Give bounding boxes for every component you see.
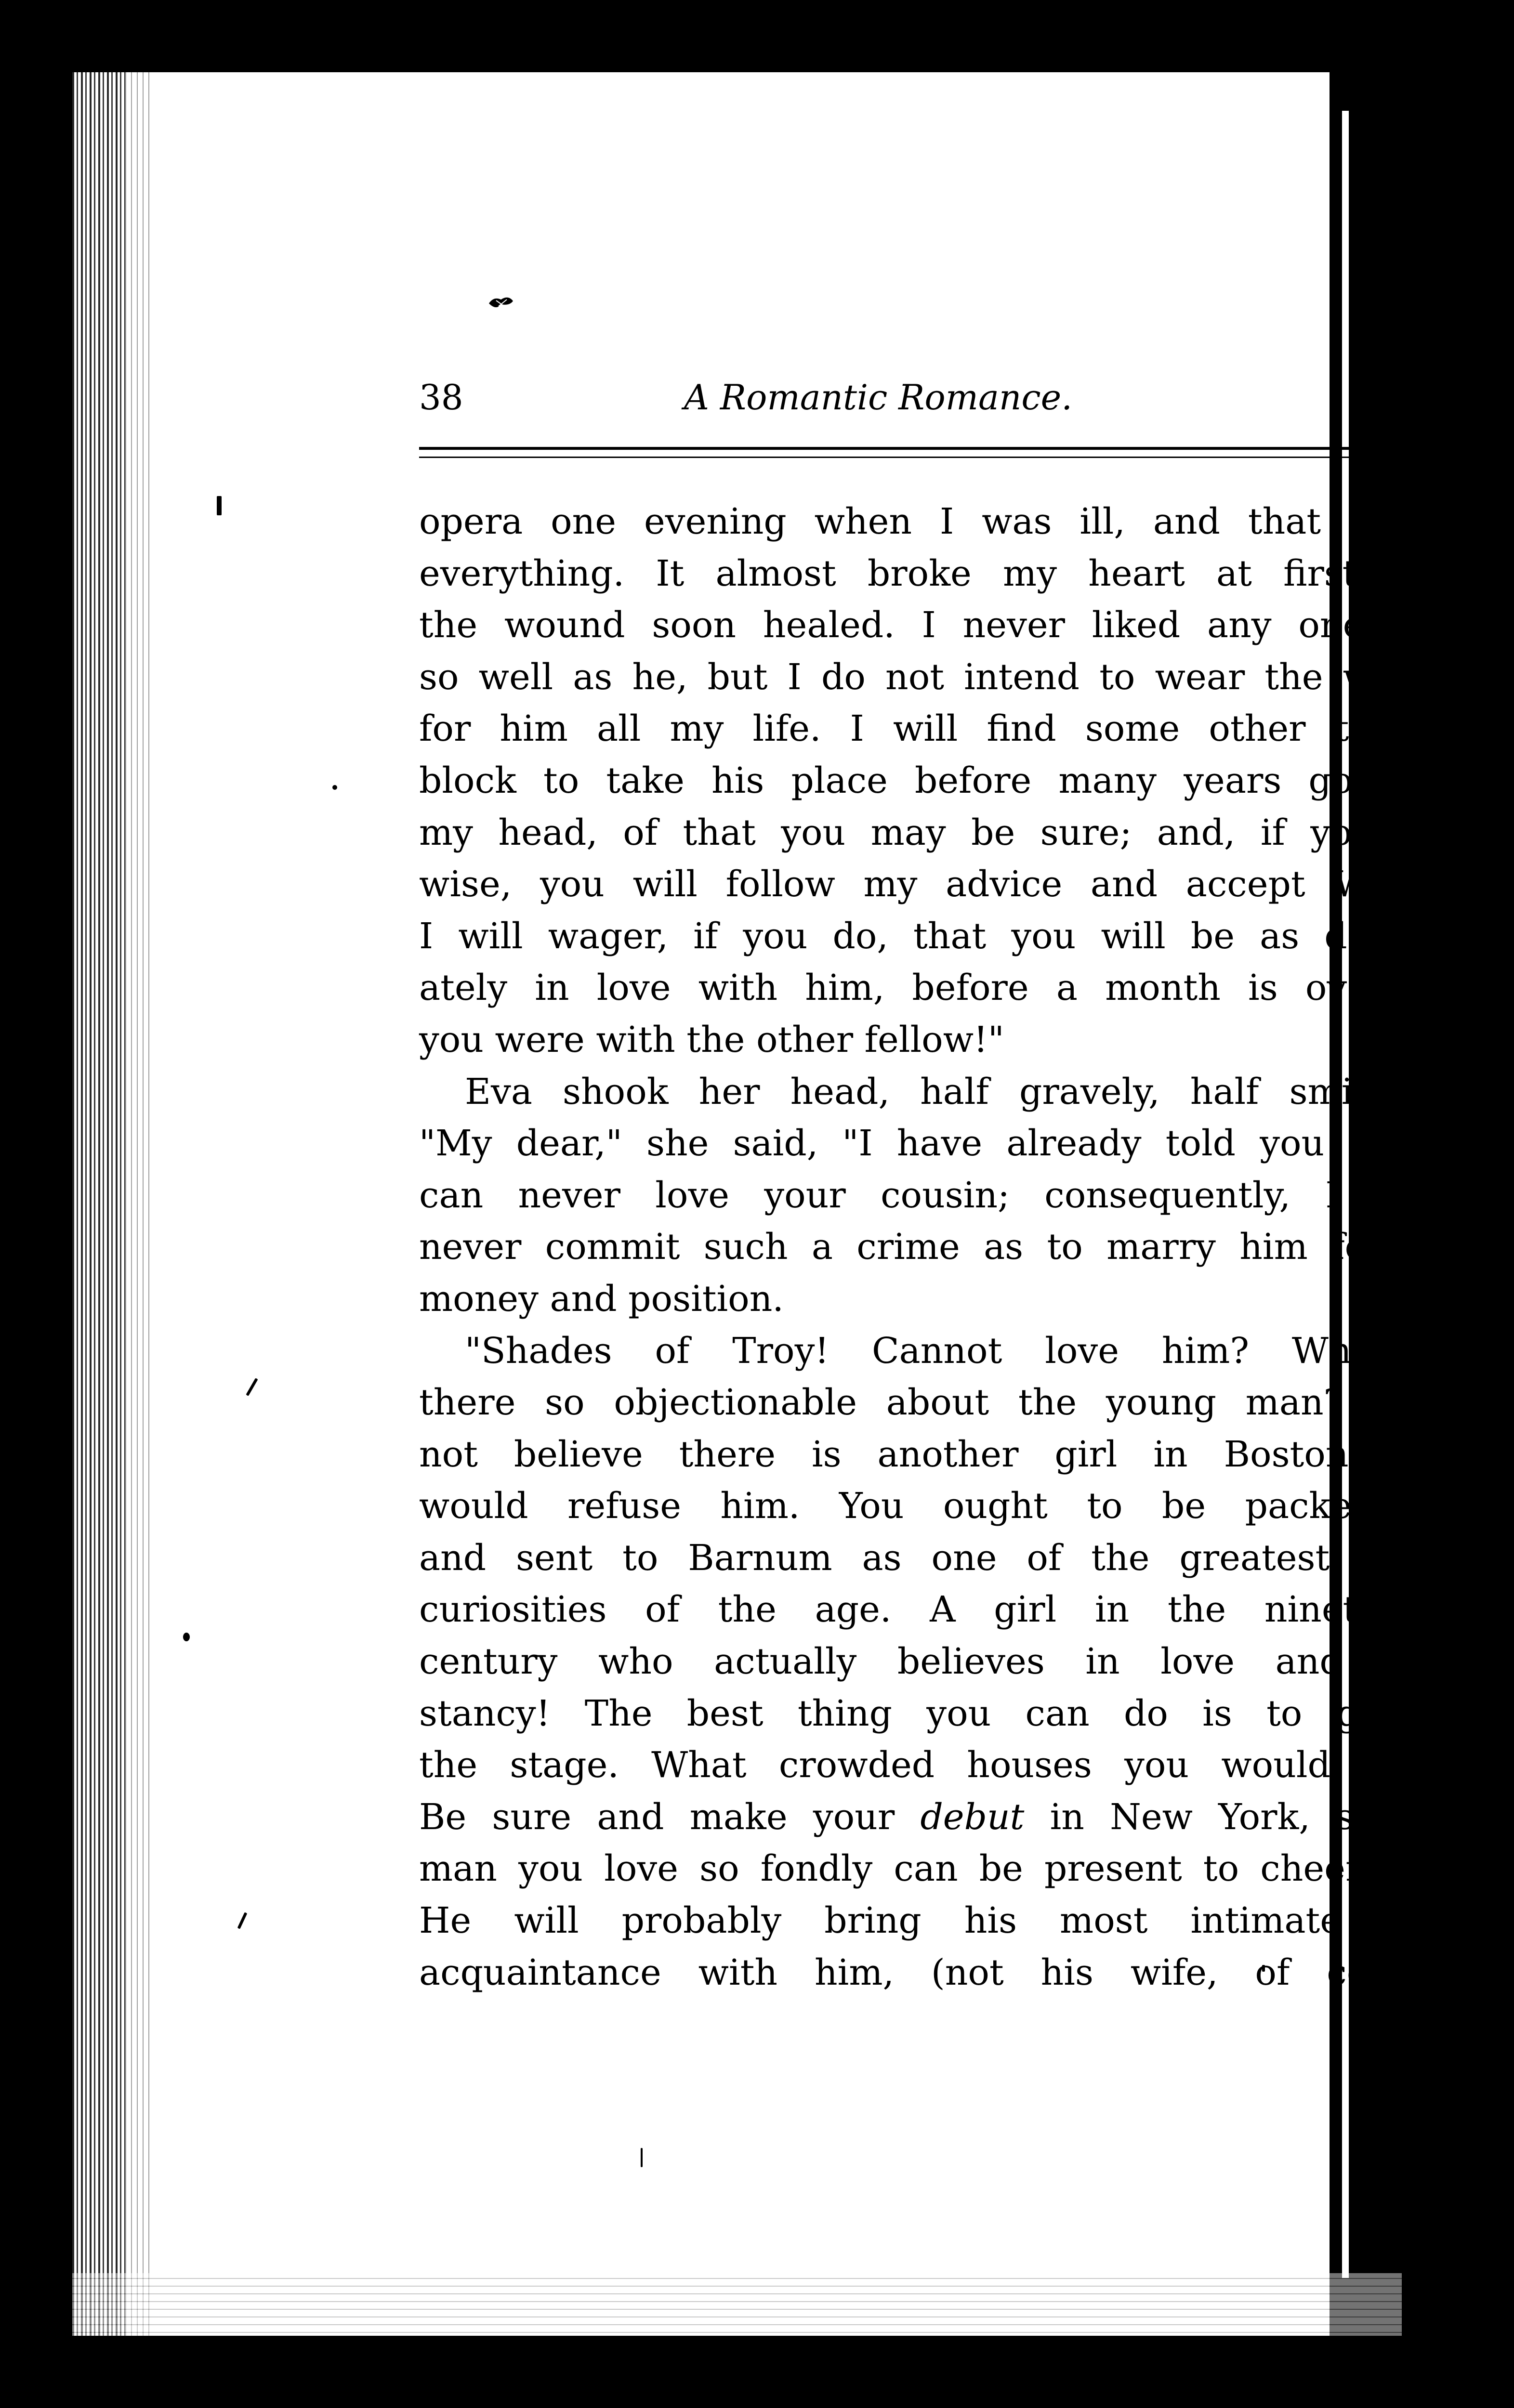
emphasis-word: debut <box>920 1796 1025 1838</box>
page-edge-left <box>72 72 125 2336</box>
text-line: opera one evening when I was ill, and that ended <box>419 501 1460 542</box>
text-line: so well as he, but I do not intend to wear the willow <box>419 656 1460 698</box>
text-line: wise, you will follow my advice and accept Walter. <box>419 864 1460 905</box>
text-line: century who actually believes in love and con- <box>419 1641 1460 1683</box>
text-line: man you love so fondly can be present to cheer you. <box>419 1848 1460 1890</box>
text-line: money and position. <box>419 1278 784 1320</box>
header-rule <box>419 447 1460 450</box>
text-line: "Shades of Troy! Cannot love him? What is <box>465 1330 1460 1372</box>
scan-speck <box>246 1378 258 1396</box>
scan-speck <box>183 1633 190 1641</box>
text-line: Be sure and make your debut in New York, so the <box>419 1796 1460 1838</box>
text-line: acquaintance with him, (not his wife, of course; <box>419 1951 1460 1993</box>
text-line: not believe there is another girl in Boston who <box>419 1433 1460 1475</box>
text-line: there so objectionable about the young man? I do <box>419 1382 1460 1424</box>
text-line: you were with the other fellow!" <box>419 1019 1004 1060</box>
ornament-icon <box>487 294 515 313</box>
text-line: my head, of that you may be sure; and, if you are <box>419 811 1460 853</box>
text-line: the wound soon healed. I never liked any one half <box>419 604 1460 646</box>
running-title: A Romantic Romance. <box>684 377 1073 418</box>
page-edge-bottom <box>72 2273 1402 2336</box>
text-line: "My dear," she said, "I have already told you that I <box>419 1123 1460 1165</box>
scan-speck <box>217 496 222 515</box>
text-line: would refuse him. You ought to be packed up <box>419 1485 1460 1527</box>
text-line: and sent to Barnum as one of the greatest living <box>419 1537 1460 1579</box>
text-line: stancy! The best thing you can do is to go on <box>419 1692 1460 1734</box>
scan-speck <box>641 2148 643 2167</box>
body-text <box>419 496 1460 1999</box>
text-line: He will probably bring his most intimate lady <box>419 1900 1460 1942</box>
text-line: block to take his place before many years go over <box>419 759 1460 801</box>
text-line: can never love your cousin; consequently, I shall <box>419 1174 1460 1216</box>
text-line: curiosities of the age. A girl in the nineteenth <box>419 1589 1460 1631</box>
page-edge-left-fade <box>125 72 149 2336</box>
text-line: Eva shook her head, half gravely, half smilingly. <box>465 1071 1460 1112</box>
text-line: never commit such a crime as to marry him for his <box>419 1226 1460 1268</box>
scan-speck <box>237 1912 248 1929</box>
text-line: for him all my life. I will find some other tailor's <box>419 708 1460 750</box>
text-line: ately in love with him, before a month is over, as <box>419 967 1460 1009</box>
page-header <box>419 371 1460 424</box>
page-number: 38 <box>419 377 463 418</box>
text-line: I will wager, if you do, that you will be as desper- <box>419 915 1460 957</box>
text-line: everything. It almost broke my heart at first, but <box>419 552 1460 594</box>
header-rule-thin <box>419 457 1460 458</box>
scan-speck <box>332 785 337 790</box>
text-line: the stage. What crowded houses you would have. <box>419 1744 1460 1786</box>
